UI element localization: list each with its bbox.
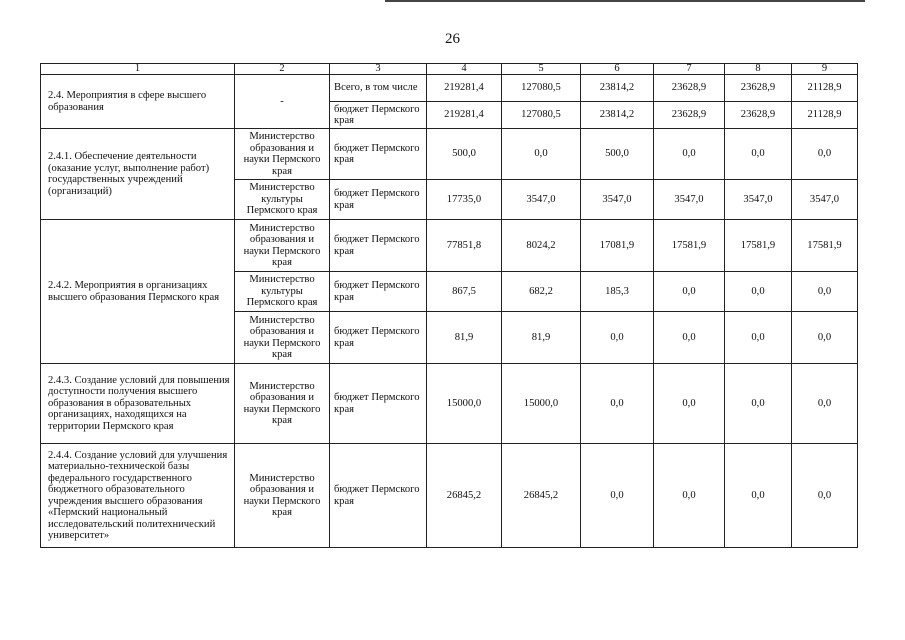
value-cell: 0,0 (725, 444, 792, 548)
executor-cell: Министерство образования и науки Пермского края (235, 364, 330, 444)
value-cell: 23814,2 (581, 102, 654, 129)
measure-name: 2.4.1. Обеспечение деятельности (оказание услуг, выполнение работ) государственных учреждений (организаций) (41, 129, 235, 220)
value-cell: 0,0 (725, 129, 792, 180)
top-rule (385, 0, 865, 2)
value-cell: 3547,0 (654, 180, 725, 220)
value-cell: 23628,9 (654, 102, 725, 129)
source-cell: Всего, в том числе (330, 75, 427, 102)
value-cell: 0,0 (792, 444, 858, 548)
value-cell: 23814,2 (581, 75, 654, 102)
header-cell: 8 (725, 64, 792, 75)
value-cell: 26845,2 (502, 444, 581, 548)
source-cell: бюджет Пермского края (330, 220, 427, 272)
header-cell: 3 (330, 64, 427, 75)
source-cell: бюджет Пермского края (330, 312, 427, 364)
value-cell: 77851,8 (427, 220, 502, 272)
value-cell: 81,9 (427, 312, 502, 364)
value-cell: 0,0 (792, 272, 858, 312)
value-cell: 185,3 (581, 272, 654, 312)
value-cell: 21128,9 (792, 102, 858, 129)
value-cell: 682,2 (502, 272, 581, 312)
value-cell: 26845,2 (427, 444, 502, 548)
value-cell: 867,5 (427, 272, 502, 312)
value-cell: 17081,9 (581, 220, 654, 272)
source-cell: бюджет Пермского края (330, 180, 427, 220)
value-cell: 0,0 (581, 444, 654, 548)
table-row (41, 129, 858, 180)
executor-cell: Министерство культуры Пермского края (235, 180, 330, 220)
measure-name: 2.4.4. Создание условий для улучшения материально-технической базы федерального государственного бюджетного образовательного учреждения высшего образования «Пермский национальный исследовательский политехнический университет» (41, 444, 235, 548)
value-cell: 17581,9 (654, 220, 725, 272)
value-cell: 0,0 (654, 312, 725, 364)
source-cell: бюджет Пермского края (330, 272, 427, 312)
value-cell: 17581,9 (725, 220, 792, 272)
value-cell: 0,0 (654, 444, 725, 548)
source-cell: бюджет Пермского края (330, 364, 427, 444)
value-cell: 17735,0 (427, 180, 502, 220)
header-cell: 2 (235, 64, 330, 75)
header-cell: 6 (581, 64, 654, 75)
table-row (41, 444, 858, 548)
value-cell: 0,0 (581, 312, 654, 364)
value-cell: 8024,2 (502, 220, 581, 272)
value-cell: 0,0 (725, 272, 792, 312)
value-cell: 500,0 (427, 129, 502, 180)
value-cell: 81,9 (502, 312, 581, 364)
value-cell: 0,0 (654, 364, 725, 444)
measure-name: 2.4.3. Создание условий для повышения доступности получения высшего образования в образовательных организациях, находящихся на территории Пермского края (41, 364, 235, 444)
value-cell: 500,0 (581, 129, 654, 180)
value-cell: 21128,9 (792, 75, 858, 102)
value-cell: 3547,0 (792, 180, 858, 220)
value-cell: 3547,0 (581, 180, 654, 220)
executor-cell: Министерство образования и науки Пермского края (235, 220, 330, 272)
source-cell: бюджет Пермского края (330, 129, 427, 180)
measure-name: 2.4. Мероприятия в сфере высшего образования (41, 75, 235, 129)
value-cell: 0,0 (725, 364, 792, 444)
table-row (41, 364, 858, 444)
value-cell: 0,0 (654, 129, 725, 180)
header-cell: 9 (792, 64, 858, 75)
value-cell: 17581,9 (792, 220, 858, 272)
table-row (41, 220, 858, 272)
header-cell: 5 (502, 64, 581, 75)
value-cell: 0,0 (792, 364, 858, 444)
value-cell: 23628,9 (725, 102, 792, 129)
value-cell: 0,0 (725, 312, 792, 364)
value-cell: 15000,0 (502, 364, 581, 444)
source-cell: бюджет Пермского края (330, 102, 427, 129)
header-cell: 7 (654, 64, 725, 75)
value-cell: 15000,0 (427, 364, 502, 444)
value-cell: 127080,5 (502, 102, 581, 129)
budget-table (40, 63, 858, 548)
source-cell: бюджет Пермского края (330, 444, 427, 548)
header-cell: 1 (41, 64, 235, 75)
value-cell: 0,0 (792, 312, 858, 364)
executor-cell: - (235, 75, 330, 129)
value-cell: 23628,9 (654, 75, 725, 102)
value-cell: 127080,5 (502, 75, 581, 102)
executor-cell: Министерство образования и науки Пермского края (235, 444, 330, 548)
header-row (41, 64, 858, 75)
header-cell: 4 (427, 64, 502, 75)
measure-name: 2.4.2. Мероприятия в организациях высшего образования Пермского края (41, 220, 235, 364)
value-cell: 0,0 (502, 129, 581, 180)
value-cell: 3547,0 (502, 180, 581, 220)
value-cell: 219281,4 (427, 75, 502, 102)
executor-cell: Министерство образования и науки Пермского края (235, 312, 330, 364)
value-cell: 219281,4 (427, 102, 502, 129)
value-cell: 23628,9 (725, 75, 792, 102)
value-cell: 0,0 (581, 364, 654, 444)
value-cell: 0,0 (792, 129, 858, 180)
executor-cell: Министерство культуры Пермского края (235, 272, 330, 312)
page-number: 26 (445, 31, 460, 47)
value-cell: 3547,0 (725, 180, 792, 220)
value-cell: 0,0 (654, 272, 725, 312)
executor-cell: Министерство образования и науки Пермского края (235, 129, 330, 180)
table-row (41, 75, 858, 102)
